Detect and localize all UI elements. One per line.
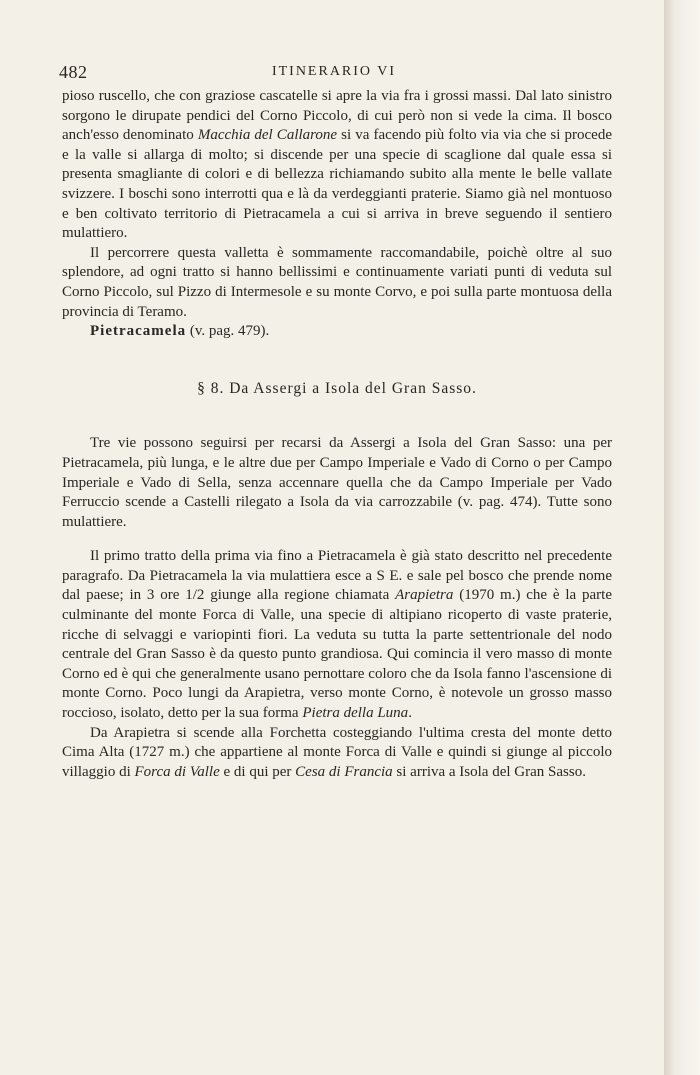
paragraph-6-text-b: e di qui per: [219, 763, 296, 780]
running-head: [59, 62, 609, 82]
book-gutter: [664, 0, 700, 1075]
section-heading: § 8. Da Assergi a Isola del Gran Sasso.: [197, 379, 477, 397]
paragraph-6-text-a: Da Arapietra si scende alla Forchetta costeggiando l'ultima cresta del monte detto Cima Alta (1727 m.) che appartiene al monte Forca di Valle e quindi si giunge al piccolo villaggio di: [62, 724, 612, 780]
paragraph-1-italic: Macchia del Callarone: [197, 127, 338, 144]
paragraph-5-text-b: (1970 m.) che è la parte culminante del monte Forca di Valle, una specie di altipiano ricoperto di vaste praterie, ricche di selvaggi e variopinti fiori. La veduta su tutta la parte settentrionale del nodo centrale del Gran Sasso è da questo punto grandiosa. Qui comincia il vero masso di monte Corno ed è qui che generalmente usano pernottare coloro che da Isola fanno l'ascensione di monte Corno. Poco lungi da Arapietra, verso monte Corno, è notevole un grosso masso roccioso, isolato, detto per la sua forma: [62, 587, 612, 722]
paragraph-3-bold: Pietracamela: [90, 323, 187, 340]
paragraph-1-text-a: pioso ruscello, che con graziose cascatelle si apre la via fra i grossi massi. Dal lato sinistro sorgono le dirupate pendici del Corno Piccolo, di cui però non si vede la cima. Il bosco anch'esso denominato: [62, 88, 612, 144]
paragraph-3-text: (v. pag. 479).: [186, 323, 270, 340]
paragraph-1-text-b: si va facendo più folto via via che si procede e la valle si allarga di molto; si discende per una specie di scaglione dal quale essa si presenta smagliante di colori e di bellezza richiamando subito alla mente le belle vallate svizzere. I boschi sono interrotti qua e là da verdeggianti praterie. Siamo già nel montuoso e ben coltivato territorio di Pietracamela a cui si arriva in breve seguendo il sentiero mulattiero.: [62, 127, 612, 242]
paragraph-5-text-a: Il primo tratto della prima via fino a Pietracamela è già stato descritto nel precedente paragrafo. Da Pietracamela la via mulattiera esce a S E. e sale pel bosco che prende nome dal paese; in 3 ore 1/2 giunge alla regione chiamata: [62, 548, 612, 604]
paragraph-1: [62, 87, 612, 244]
paragraph-5: [62, 547, 612, 723]
page-number: 482: [59, 62, 88, 82]
paragraph-3: [62, 322, 612, 342]
paragraph-6: [62, 724, 612, 783]
paragraph-5-italic-1: Arapietra: [395, 587, 454, 604]
paragraph-6-italic-2: Cesa di Francia: [295, 763, 393, 780]
paragraph-6-text-c: si arriva a Isola del Gran Sasso.: [392, 763, 586, 780]
paragraph-5-text-c: .: [408, 705, 412, 722]
paragraph-2: Il percorrere questa valletta è sommamente raccomandabile, poichè oltre al suo splendore, ad ogni tratto si hanno bellissimi e continuamente variati punti di veduta sul Corno Piccolo, sul Pizzo di Intermesole e su monte Corvo, e poi sulla parte montuosa della provincia di Teramo.: [62, 244, 612, 320]
running-title: ITINERARIO VI: [271, 64, 397, 79]
paragraph-6-italic-1: Forca di Valle: [134, 763, 220, 780]
paragraph-4: Tre vie possono seguirsi per recarsi da Assergi a Isola del Gran Sasso: una per Pietracamela, più lunga, e le altre due per Campo Imperiale e Vado di Corno o per Campo Imperiale e Vado di Sella, senza accennare quella che da Campo Imperiale per Vado Ferruccio scende a Castelli rilegato a Isola da via carrozzabile (v. pag. 474). Tutte sono mulattiere.: [62, 435, 612, 530]
page-body: [62, 87, 612, 782]
paragraph-5-italic-2: Pietra della Luna: [302, 705, 409, 722]
